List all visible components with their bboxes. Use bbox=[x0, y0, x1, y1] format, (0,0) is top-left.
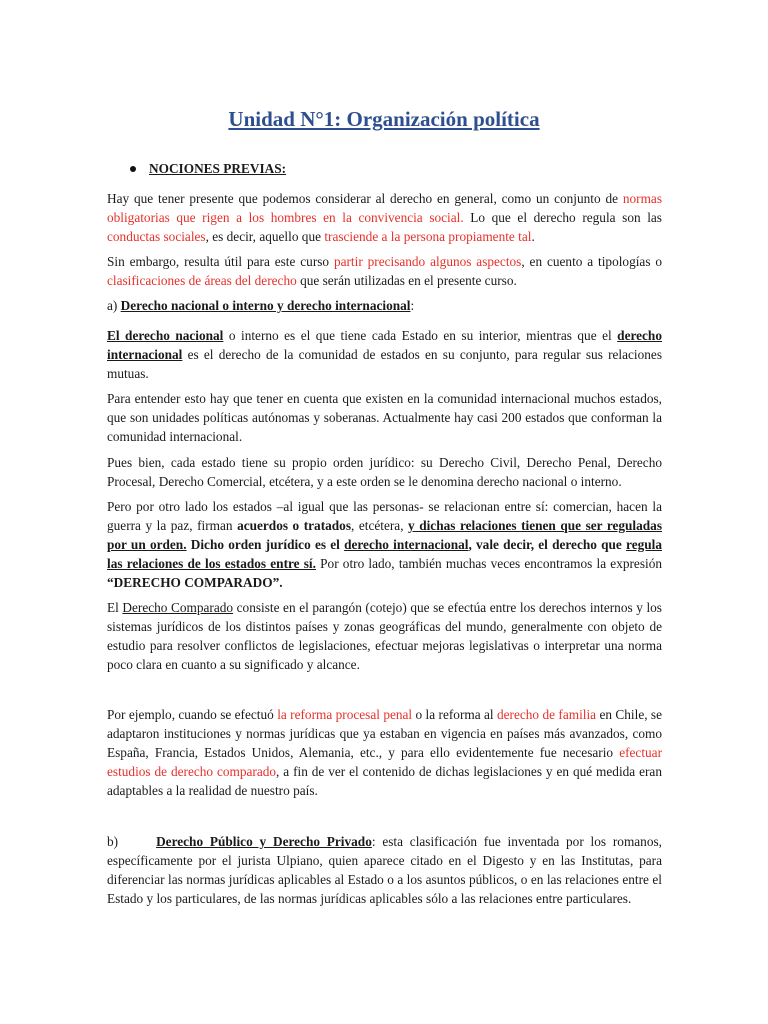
text: , a fin de ver el contenido de dichas legislaciones y en qué medida eran adaptables a la realidad de nuestro país. bbox=[107, 764, 662, 798]
text: Sin embargo, resulta útil para este curso bbox=[107, 254, 334, 269]
highlight-text: derecho de familia bbox=[497, 707, 597, 722]
text: , en cuento a tipologías o bbox=[521, 254, 663, 269]
paragraph-6 bbox=[107, 497, 662, 592]
text: Lo que el derecho regula son las bbox=[463, 210, 662, 225]
highlight-text: efectuar estudios de derecho comparado bbox=[107, 745, 662, 779]
page-title: Unidad N°1: Organización política bbox=[228, 107, 540, 131]
highlight-text: trasciende a la persona propiamente tal bbox=[324, 229, 532, 244]
text: Por ejemplo, cuando se efectuó bbox=[107, 707, 278, 722]
text: Pero por otro lado los estados –al igual que las personas- se relacionan entre sí: comercian, hacen la guerra y la paz, firman bbox=[107, 499, 662, 533]
text: Hay que tener presente que podemos considerar al derecho en general, como un conjunto de bbox=[107, 191, 623, 206]
text: que serán utilizadas en el presente curso. bbox=[296, 273, 517, 288]
text: b) bbox=[107, 834, 119, 849]
text: en Chile, se adaptaron instituciones y normas jurídicas que ya estaban en vigencia en países más avanzados, como España, Francia, Estados Unidos, Alemania, etc., y para ello evidentemente fue necesario bbox=[107, 707, 663, 760]
text: , etcétera, bbox=[351, 518, 409, 533]
text: o interno es el que tiene cada Estado en su interior, mientras que el bbox=[223, 328, 618, 343]
text: es el derecho de la comunidad de estados en su conjunto, para regular sus relaciones mutuas. bbox=[107, 347, 662, 381]
text: , es decir, aquello que bbox=[205, 229, 325, 244]
term: Dicho orden jurídico es el bbox=[186, 537, 345, 552]
text: consiste en el parangón (cotejo) que se efectúa entre los derechos internos y los sistemas jurídicos de los distintos países y zonas geográficas del mundo, generalmente con objeto de estudio para resolver conflictos de legislaciones, efectuar mejoras legislativas o interpretar una norma poco clara en cuanto a su significado y alcance. bbox=[107, 600, 662, 672]
paragraph-1 bbox=[107, 189, 662, 246]
bullet-heading bbox=[130, 161, 286, 177]
highlight-text: partir precisando algunos aspectos bbox=[333, 254, 522, 269]
section-heading-a bbox=[107, 296, 662, 315]
term: Derecho Público y Derecho Privado bbox=[156, 834, 372, 849]
paragraph-8 bbox=[107, 705, 662, 800]
text: a) bbox=[107, 298, 121, 313]
text: o la reforma al bbox=[412, 707, 497, 722]
term: , vale decir, el derecho que bbox=[468, 537, 627, 552]
highlight-text: normas obligatorias que rigen a los hombres en la convivencia social. bbox=[107, 191, 662, 225]
paragraph-5: Pues bien, cada estado tiene su propio orden jurídico: su Derecho Civil, Derecho Penal, Derecho Procesal, Derecho Comercial, etcétera, y a este orden se le denomina derecho nacional o interno. bbox=[107, 455, 662, 489]
term: Derecho Comparado bbox=[122, 600, 234, 615]
text: El bbox=[107, 600, 123, 615]
highlight-text: conductas sociales bbox=[107, 229, 206, 244]
paragraph-7 bbox=[107, 598, 662, 674]
paragraph-4: Para entender esto hay que tener en cuenta que existen en la comunidad internacional muchos estados, que son unidades políticas autónomas y soberanas. Actualmente hay casi 200 estados que conforman la comunidad internacional. bbox=[107, 391, 662, 444]
term: y dichas relaciones tienen que ser reguladas por un orden. bbox=[107, 518, 662, 552]
bullet-icon bbox=[130, 166, 136, 172]
bullet-label: NOCIONES PREVIAS: bbox=[149, 161, 287, 176]
text: Por otro lado, también muchas veces encontramos la expresión bbox=[315, 556, 662, 571]
highlight-text: clasificaciones de áreas del derecho bbox=[107, 273, 297, 288]
term: “DERECHO COMPARADO”. bbox=[107, 575, 283, 590]
paragraph-9 bbox=[107, 832, 662, 908]
highlight-text: la reforma procesal penal bbox=[277, 707, 413, 722]
paragraph-3 bbox=[107, 326, 662, 383]
term: El derecho nacional bbox=[107, 328, 224, 343]
text: : esta clasificación fue inventada por los romanos, específicamente por el jurista Ulpiano, quien aparece citado en el Digesto y en las Institutas, para diferenciar las normas jurídicas aplicables al Estado o a los asuntos públicos, o en las relaciones entre el Estado y los particulares, de las normas jurídicas aplicables sólo a las relaciones entre particulares. bbox=[107, 834, 662, 906]
term: derecho internacional bbox=[107, 328, 662, 362]
term: acuerdos o tratados bbox=[237, 518, 352, 533]
paragraph-2 bbox=[107, 252, 662, 290]
heading-label: Derecho nacional o interno y derecho internacional bbox=[120, 298, 411, 313]
text: . bbox=[531, 229, 535, 244]
term: regula las relaciones de los estados entre sí. bbox=[107, 537, 662, 571]
term: derecho internacional bbox=[344, 537, 469, 552]
text: : bbox=[410, 298, 415, 313]
